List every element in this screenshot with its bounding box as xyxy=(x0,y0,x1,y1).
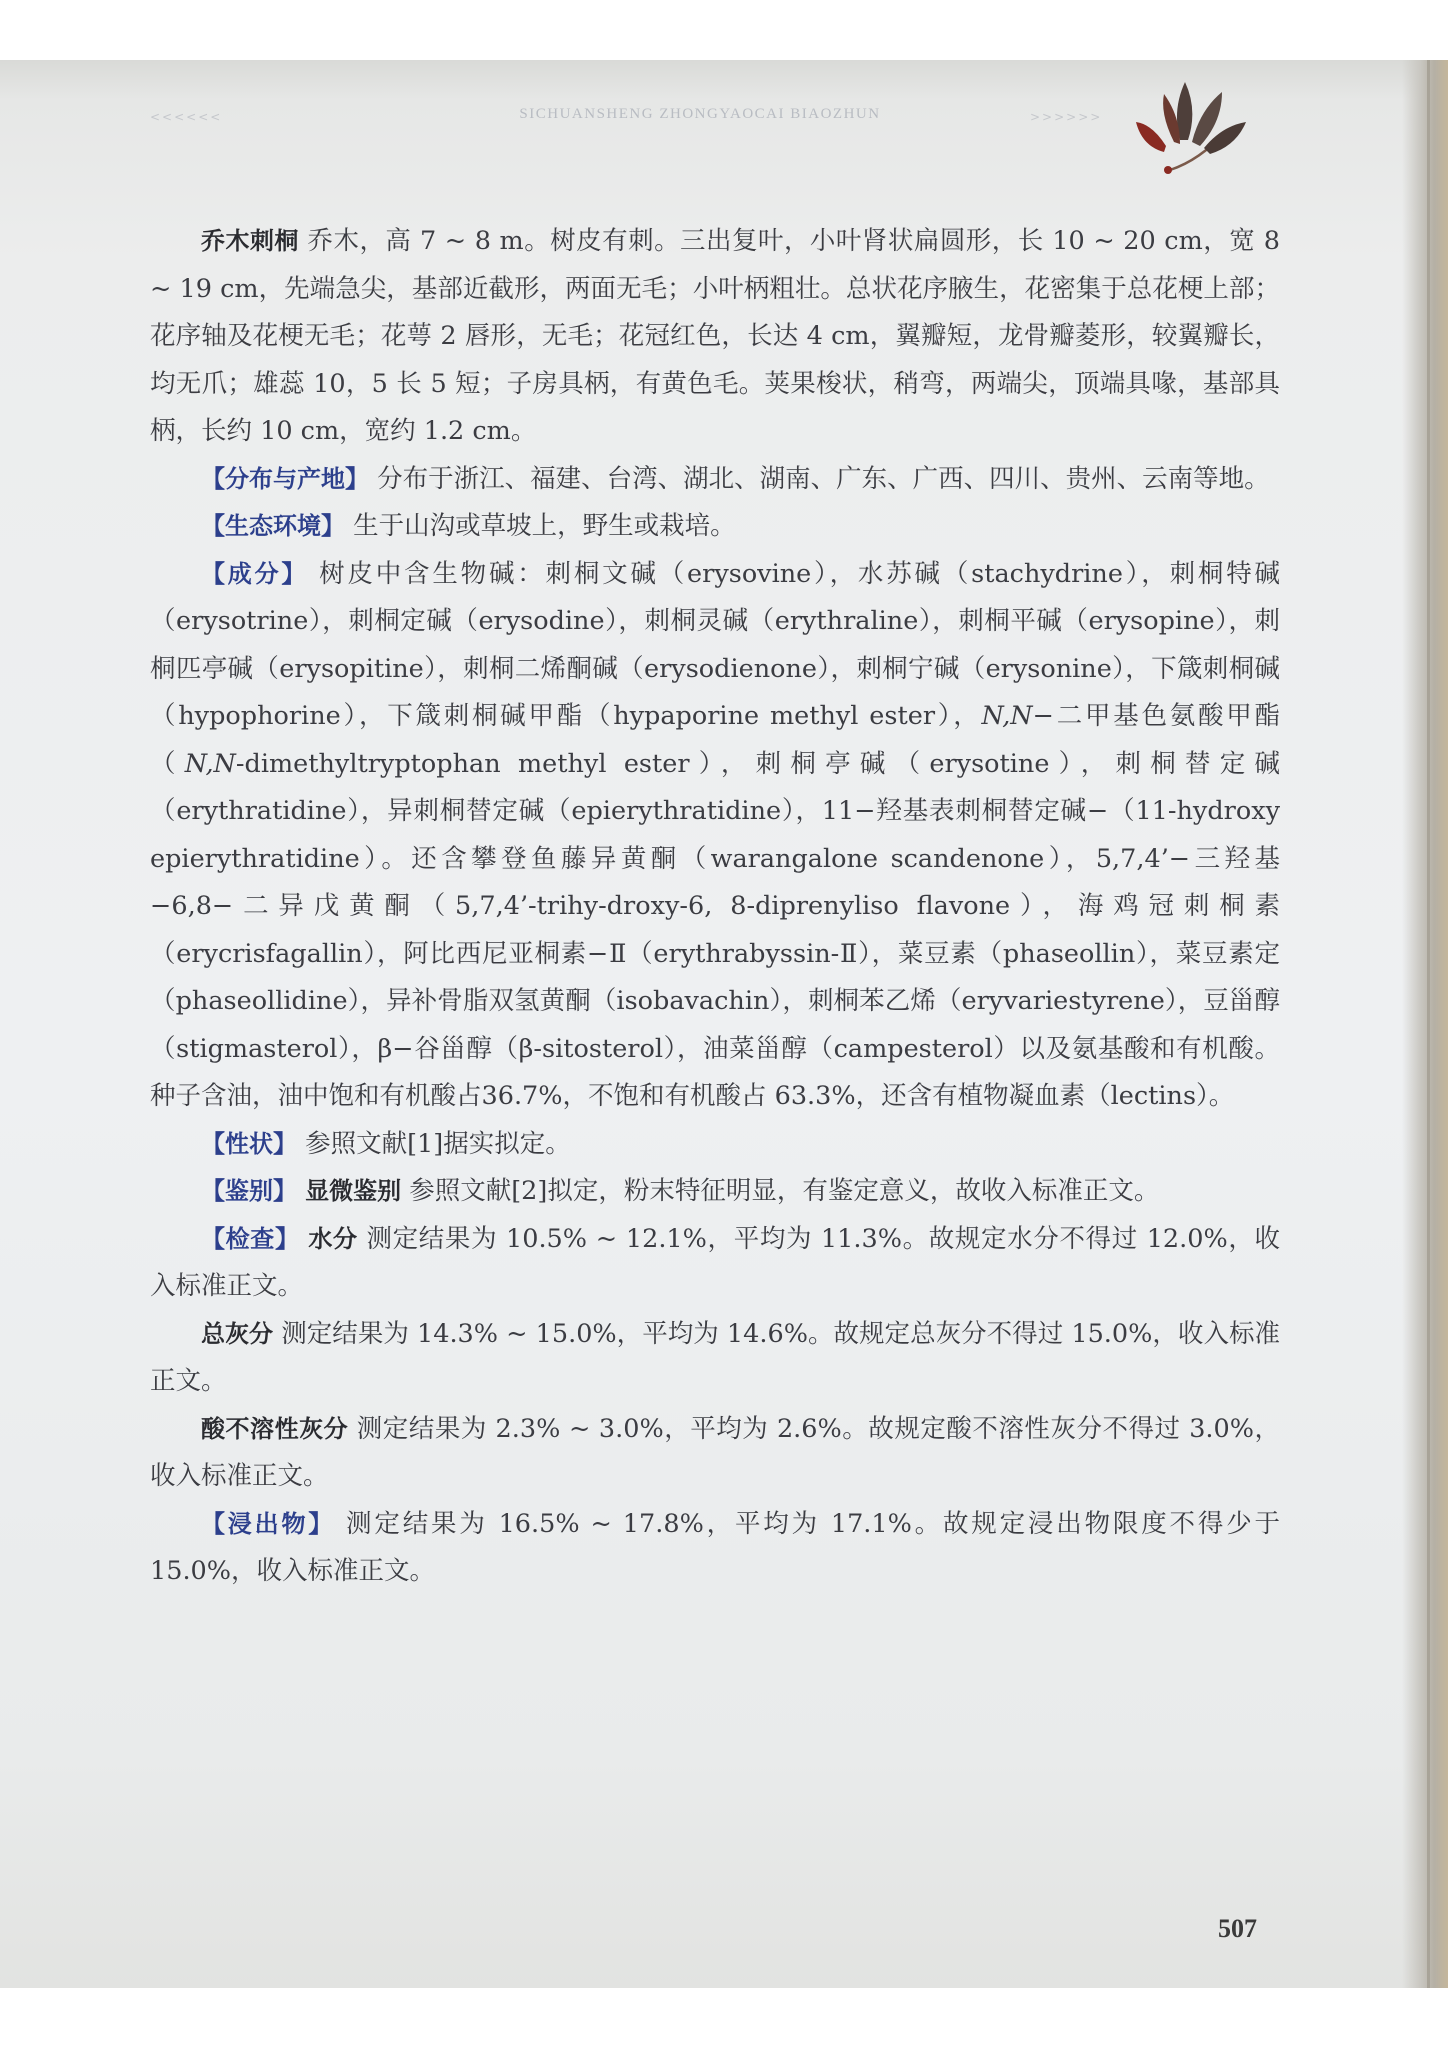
tree-description-text: 乔木，高 7 ~ 8 m。树皮有刺。三出复叶，小叶肾状扁圆形，长 10 ~ 20 cm，宽 8 ~ 19 cm，先端急尖，基部近截形，两面无毛；小叶柄粗壮。总状花序腋生，花密集于总花梗上部；花序轴及花梗无毛；花萼 2 唇形，无毛；花冠红色，长达 4 cm，翼瓣短，龙骨瓣菱形，较翼瓣长，均无爪；雄蕊 10，5 长 5 短；子房具柄，有黄色毛。荚果梭状，稍弯，两端尖，顶端具喙，基部具柄，长约 10 cm，宽约 1.2 cm。 xyxy=(150,226,1280,446)
components-italic-nn-1: N,N xyxy=(981,701,1033,731)
section-label-check: 【检查】 xyxy=(201,1224,300,1253)
page-shadow xyxy=(1402,60,1448,1988)
paragraph-moisture xyxy=(150,1216,1280,1311)
book-edge-line xyxy=(1427,60,1430,1988)
article-body xyxy=(150,218,1280,1596)
paragraph-distribution xyxy=(150,456,1280,504)
ecology-text: 生于山沟或草坡上，野生或栽培。 xyxy=(353,511,736,541)
section-label-traits: 【性状】 xyxy=(201,1129,297,1158)
paragraph-total-ash xyxy=(150,1311,1280,1406)
section-label-ecology: 【生态环境】 xyxy=(201,512,345,540)
running-header: SICHUANSHENG ZHONGYAOCAI BIAOZHUN xyxy=(519,106,881,122)
extract-text: 测定结果为 16.5% ~ 17.8%，平均为 17.1%。故规定浸出物限度不得少于 15.0%，收入标准正文。 xyxy=(150,1508,1281,1586)
section-label-components: 【成分】 xyxy=(201,559,309,588)
total-ash-text: 测定结果为 14.3% ~ 15.0%，平均为 14.6%。故规定总灰分不得过 15.0%，收入标准正文。 xyxy=(150,1318,1281,1396)
term-moisture: 水分 xyxy=(308,1224,358,1253)
paragraph-identify xyxy=(150,1168,1280,1216)
paragraph-extract xyxy=(150,1501,1280,1596)
components-italic-nn-2: N,N xyxy=(184,748,236,779)
leaf-sprig-icon xyxy=(1130,70,1250,180)
paragraph-components xyxy=(150,551,1280,1121)
section-label-distribution: 【分布与产地】 xyxy=(201,464,369,493)
acid-ash-text: 测定结果为 2.3% ~ 3.0%，平均为 2.6%。故规定酸不溶性灰分不得过 3.0%，收入标准正文。 xyxy=(150,1413,1281,1491)
components-text-2: −二甲基色氨酸甲酯（ xyxy=(150,701,1280,779)
header-deco-left: <<<<<< xyxy=(150,110,223,124)
traits-text: 参照文献[1]据实拟定。 xyxy=(305,1128,571,1159)
term-acid-ash: 酸不溶性灰分 xyxy=(201,1414,349,1443)
identify-text: 参照文献[2]拟定，粉末特征明显，有鉴定意义，故收入标准正文。 xyxy=(409,1176,1160,1206)
components-text-1: 树皮中含生物碱：刺桐文碱（erysovine），水苏碱（stachydrine），刺桐特碱（erysotrine），刺桐定碱（erysodine），刺桐灵碱（erythraline），刺桐平碱（erysopine），刺桐匹亭碱（erysopitine），刺桐二烯酮碱（erysodienone），刺桐宁碱（erysonine），下箴刺桐碱（hypophorine），下箴刺桐碱甲酯（hypaporine methyl ester）， xyxy=(150,558,1281,731)
paragraph-acid-ash xyxy=(150,1406,1280,1501)
page-number: 507 xyxy=(1218,1914,1257,1943)
term-microscopic: 显微鉴别 xyxy=(305,1177,402,1205)
section-label-extract: 【浸出物】 xyxy=(201,1509,336,1538)
moisture-text: 测定结果为 10.5% ~ 12.1%，平均为 11.3%。故规定水分不得过 12.0%，收入标准正文。 xyxy=(150,1223,1281,1301)
components-text-3: -dimethyltryptophan methyl ester），刺桐亭碱（erysotine），刺桐替定碱（erythratidine），异刺桐替定碱（epierythratidine），11−羟基表刺桐替定碱−（11-hydroxy epierythratidine）。还含攀登鱼藤异黄酮（warangalone scandenone），5,7,4’−三羟基−6,8−二异戊黄酮（5,7,4’-trihy-droxy-6, 8-diprenyliso flavone），海鸡冠刺桐素（erycrisfagallin），阿比西尼亚桐素−Ⅱ（erythrabyssin-Ⅱ），菜豆素（phaseollin），菜豆素定（phaseollidine），异补骨脂双氢黄酮（isobavachin），刺桐苯乙烯（eryvariestyrene），豆甾醇（stigmasterol），β−谷甾醇（β-sitosterol），油菜甾醇（campesterol）以及氨基酸和有机酸。种子含油，油中饱和有机酸占36.7%，不饱和有机酸占 63.3%，还含有植物凝血素（lectins）。 xyxy=(150,748,1280,1111)
paragraph-tree-description xyxy=(150,218,1280,456)
term-total-ash: 总灰分 xyxy=(201,1319,274,1348)
distribution-text: 分布于浙江、福建、台湾、湖北、湖南、广东、广西、四川、贵州、云南等地。 xyxy=(377,463,1270,494)
paragraph-ecology xyxy=(150,503,1280,551)
header-deco-right: >>>>>> xyxy=(1030,110,1103,124)
term-tree: 乔木刺桐 xyxy=(201,227,299,255)
section-label-identify: 【鉴别】 xyxy=(201,1177,297,1205)
paragraph-traits xyxy=(150,1121,1280,1169)
